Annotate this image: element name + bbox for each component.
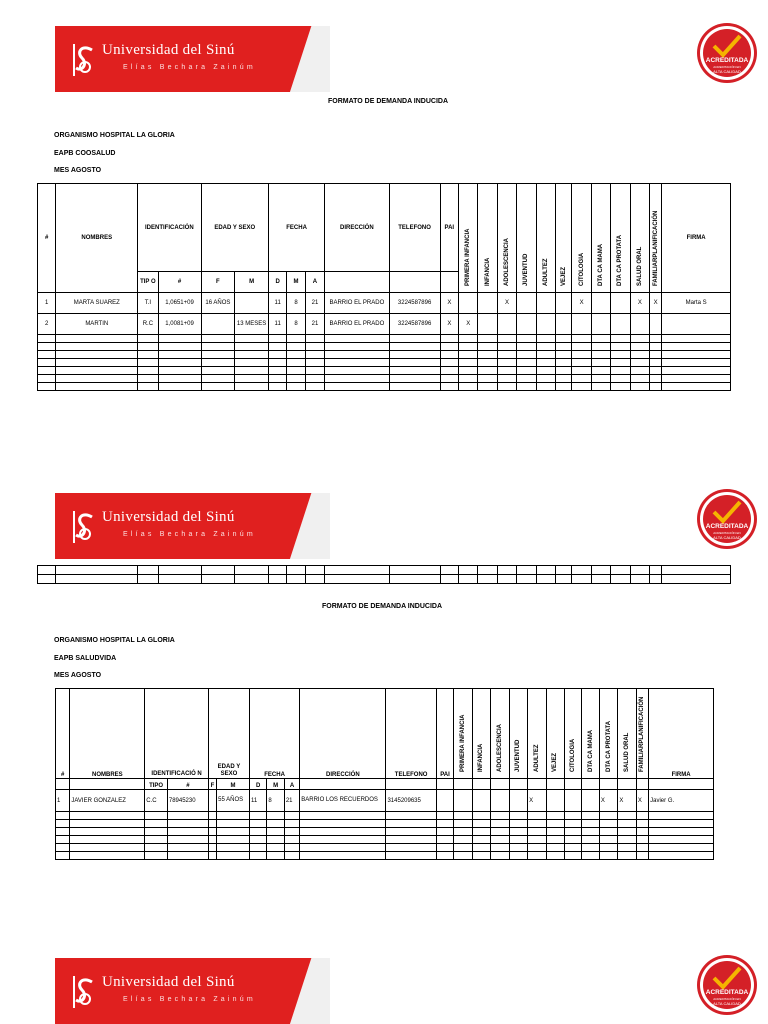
header-identificacion: IDENTIFICACIÓN bbox=[138, 184, 201, 272]
empty-row bbox=[56, 812, 714, 820]
row-tipo: T.I bbox=[138, 293, 158, 314]
subheader-m: M bbox=[235, 272, 269, 293]
header-salud-oral: SALUD ORAL bbox=[636, 246, 643, 286]
form1-org: ORGANISMO HOSPITAL LA GLORIA bbox=[54, 132, 175, 139]
university-subtitle: Elías Bechara Zainúm bbox=[123, 996, 256, 1003]
row-citologia: X bbox=[572, 293, 591, 314]
university-name: Universidad del Sinú bbox=[102, 509, 235, 525]
accreditation-seal-icon bbox=[696, 488, 758, 550]
row-dta-ca-mama bbox=[582, 790, 599, 812]
form1-table-continuation bbox=[37, 565, 731, 584]
row-nombre: MARTA SUAREZ bbox=[56, 293, 138, 314]
row-dia: 11 bbox=[268, 314, 286, 335]
empty-row bbox=[38, 343, 731, 351]
empty-row bbox=[38, 367, 731, 375]
university-banner bbox=[55, 26, 330, 92]
empty-row bbox=[38, 335, 731, 343]
table-row bbox=[38, 314, 731, 335]
subheader-id-num: # bbox=[158, 272, 201, 293]
university-name: Universidad del Sinú bbox=[102, 42, 235, 58]
row-juventud bbox=[517, 293, 536, 314]
empty-row bbox=[38, 566, 731, 575]
row-id: 1,0081+09 bbox=[158, 314, 201, 335]
form2-title: FORMATO DE DEMANDA INDUCIDA bbox=[322, 603, 443, 610]
header-adolescencia: ADOLESCENCIA bbox=[504, 237, 511, 286]
row-telefono: 3224587896 bbox=[389, 293, 440, 314]
header-vejez: VEJEZ bbox=[560, 266, 567, 286]
form2-table bbox=[55, 688, 714, 860]
form1-table bbox=[37, 183, 731, 391]
row-firma: Marta S bbox=[662, 293, 731, 314]
seal-line2: ACREDITACIÓN EN bbox=[713, 65, 741, 69]
university-crest-icon bbox=[68, 40, 98, 80]
header-firma: FIRMA bbox=[649, 689, 714, 779]
empty-row bbox=[56, 828, 714, 836]
header-planificacion: FAMILIARPLANIFICACIÓN bbox=[639, 696, 646, 772]
subheader-a: A bbox=[305, 272, 324, 293]
table-row bbox=[38, 293, 731, 314]
row-dta-ca-protata bbox=[611, 293, 630, 314]
row-edad-m bbox=[208, 790, 216, 812]
row-planificacion bbox=[650, 314, 662, 335]
header-direccion: DIRECCIÓN bbox=[300, 689, 386, 779]
row-juventud bbox=[509, 790, 527, 812]
row-citologia bbox=[565, 790, 582, 812]
subheader-a: A bbox=[284, 779, 299, 790]
header-primera-infancia: PRIMERA INFANCIA bbox=[459, 714, 466, 772]
row-edad-m bbox=[235, 293, 269, 314]
row-vejez bbox=[556, 293, 572, 314]
form2-mes: MES AGOSTO bbox=[54, 672, 102, 679]
row-salud-oral: X bbox=[618, 790, 636, 812]
row-primera-infancia bbox=[459, 293, 478, 314]
header-dta-ca-mama: DTA CA MAMA bbox=[598, 243, 605, 286]
row-dta-ca-mama bbox=[591, 293, 610, 314]
row-salud-oral: X bbox=[630, 293, 649, 314]
subheader-tipo: TIP O bbox=[138, 272, 158, 293]
row-num: 1 bbox=[56, 790, 70, 812]
university-subtitle: Elías Bechara Zainúm bbox=[123, 531, 256, 538]
form1-eapb: EAPB COOSALUD bbox=[54, 150, 116, 157]
form2-eapb: EAPB SALUDVIDA bbox=[54, 655, 117, 662]
row-firma bbox=[662, 314, 731, 335]
seal-line2: ACREDITACIÓN EN bbox=[713, 531, 741, 535]
header-juventud: JUVENTUD bbox=[523, 253, 530, 286]
empty-row bbox=[38, 359, 731, 367]
header-adultez: ADULTEZ bbox=[542, 258, 549, 286]
subheader-mes: M bbox=[287, 272, 305, 293]
university-subtitle: Elías Bechara Zainúm bbox=[123, 64, 256, 71]
row-nombre: JAVIER GONZALEZ bbox=[70, 790, 145, 812]
empty-row bbox=[38, 575, 731, 584]
header-telefono: TELEFONO bbox=[389, 184, 440, 272]
subheader-id-num: # bbox=[167, 779, 208, 790]
accreditation-seal-icon bbox=[696, 954, 758, 1016]
header-fecha: FECHA bbox=[249, 689, 299, 779]
row-anio: 21 bbox=[305, 314, 324, 335]
empty-row bbox=[56, 820, 714, 828]
row-num: 1 bbox=[38, 293, 56, 314]
seal-line3: ALTA CALIDAD bbox=[713, 69, 741, 74]
empty-row bbox=[38, 383, 731, 391]
header-salud-oral: SALUD ORAL bbox=[624, 732, 631, 772]
header-citologia: CITOLOGIA bbox=[578, 252, 585, 286]
row-pai bbox=[436, 790, 453, 812]
header-citologia: CITOLOGIA bbox=[570, 738, 577, 772]
row-infancia bbox=[478, 314, 497, 335]
empty-row bbox=[56, 836, 714, 844]
row-adultez bbox=[536, 293, 555, 314]
row-edad-f: 16 AÑOS bbox=[201, 293, 235, 314]
header-identificacion: IDENTIFICACIÓ N bbox=[145, 689, 209, 779]
header-vejez: VEJEZ bbox=[552, 752, 559, 772]
row-dta-ca-protata: X bbox=[599, 790, 617, 812]
empty-row bbox=[38, 351, 731, 359]
row-edad-m: 13 MESES bbox=[235, 314, 269, 335]
row-direccion: BARRIO LOS RECUERDOS bbox=[300, 790, 386, 812]
row-adolescencia: X bbox=[497, 293, 516, 314]
row-id: 78945230 bbox=[167, 790, 208, 812]
row-tipo: C.C bbox=[145, 790, 168, 812]
row-infancia bbox=[472, 790, 490, 812]
header-planificacion: FAMILIARPLANIFICACIÓN bbox=[652, 210, 659, 286]
accreditation-seal-icon bbox=[696, 22, 758, 84]
header-adultez: ADULTEZ bbox=[533, 744, 540, 772]
header-edad-sexo: EDAD Y SEXO bbox=[201, 184, 268, 272]
row-primera-infancia bbox=[454, 790, 472, 812]
subheader-tipo: TIPO bbox=[145, 779, 168, 790]
header-telefono: TELEFONO bbox=[386, 689, 436, 779]
subheader-m: M bbox=[217, 779, 250, 790]
university-name: Universidad del Sinú bbox=[102, 974, 235, 990]
header-num: # bbox=[38, 184, 56, 293]
row-vejez bbox=[556, 314, 572, 335]
row-firma: Javier G. bbox=[649, 790, 714, 812]
row-telefono: 3145209635 bbox=[386, 790, 436, 812]
row-pai: X bbox=[440, 314, 458, 335]
seal-line3: ALTA CALIDAD bbox=[713, 1001, 741, 1006]
row-anio: 21 bbox=[305, 293, 324, 314]
seal-line2: ACREDITACIÓN EN bbox=[713, 997, 741, 1001]
header-pai: PAI bbox=[436, 689, 453, 779]
row-anio: 21 bbox=[284, 790, 299, 812]
row-dta-ca-protata bbox=[611, 314, 630, 335]
empty-row bbox=[56, 852, 714, 860]
row-edad-f bbox=[201, 314, 235, 335]
empty-row bbox=[56, 844, 714, 852]
row-planificacion: X bbox=[636, 790, 648, 812]
seal-label: ACREDITADA bbox=[705, 989, 749, 996]
header-nombres: NOMBRES bbox=[70, 689, 145, 779]
row-planificacion: X bbox=[650, 293, 662, 314]
row-adultez: X bbox=[528, 790, 546, 812]
row-adolescencia bbox=[497, 314, 516, 335]
row-direccion: BARRIO EL PRADO bbox=[325, 293, 389, 314]
form2-org: ORGANISMO HOSPITAL LA GLORIA bbox=[54, 637, 175, 644]
row-mes: 8 bbox=[287, 293, 305, 314]
header-direccion: DIRECCIÓN bbox=[325, 184, 389, 272]
header-num: # bbox=[56, 689, 70, 779]
seal-label: ACREDITADA bbox=[705, 523, 749, 530]
row-dia: 11 bbox=[249, 790, 266, 812]
form1-mes: MES AGOSTO bbox=[54, 167, 102, 174]
subheader-f: F bbox=[208, 779, 216, 790]
header-primera-infancia: PRIMERA INFANCIA bbox=[465, 228, 472, 286]
row-dta-ca-mama bbox=[591, 314, 610, 335]
form1-title: FORMATO DE DEMANDA INDUCIDA bbox=[328, 98, 449, 105]
header-nombres: NOMBRES bbox=[56, 184, 138, 293]
header-adolescencia: ADOLESCENCIA bbox=[496, 723, 503, 772]
header-dta-ca-protata: DTA CA PROTATA bbox=[605, 720, 612, 772]
row-vejez bbox=[546, 790, 564, 812]
row-juventud bbox=[517, 314, 536, 335]
header-dta-ca-protata: DTA CA PROTATA bbox=[617, 234, 624, 286]
subheader-f: F bbox=[201, 272, 235, 293]
header-infancia: INFANCIA bbox=[478, 743, 485, 772]
row-citologia bbox=[572, 314, 591, 335]
header-dta-ca-mama: DTA CA MAMA bbox=[587, 729, 594, 772]
row-primera-infancia: X bbox=[459, 314, 478, 335]
row-direccion: BARRIO EL PRADO bbox=[325, 314, 389, 335]
header-juventud: JUVENTUD bbox=[515, 739, 522, 772]
header-edad-sexo: EDAD Y SEXO bbox=[208, 689, 249, 779]
row-telefono: 3224587896 bbox=[389, 314, 440, 335]
row-dia: 11 bbox=[268, 293, 286, 314]
empty-row bbox=[38, 375, 731, 383]
row-adolescencia bbox=[491, 790, 509, 812]
university-crest-icon bbox=[68, 507, 98, 547]
header-fecha: FECHA bbox=[268, 184, 324, 272]
university-crest-icon bbox=[68, 972, 98, 1012]
row-adultez bbox=[536, 314, 555, 335]
row-mes: 8 bbox=[287, 314, 305, 335]
header-infancia: INFANCIA bbox=[484, 257, 491, 286]
row-id: 1,0651+09 bbox=[158, 293, 201, 314]
subheader-mes: M bbox=[267, 779, 284, 790]
row-pai: X bbox=[440, 293, 458, 314]
row-nombre: MARTIN bbox=[56, 314, 138, 335]
row-infancia bbox=[478, 293, 497, 314]
row-salud-oral bbox=[630, 314, 649, 335]
subheader-d: D bbox=[268, 272, 286, 293]
table-row bbox=[56, 790, 714, 812]
header-firma: FIRMA bbox=[662, 184, 731, 293]
row-edad-f: 55 AÑOS bbox=[217, 790, 250, 812]
university-banner bbox=[55, 958, 330, 1024]
seal-line3: ALTA CALIDAD bbox=[713, 535, 741, 540]
row-tipo: R.C bbox=[138, 314, 158, 335]
seal-label: ACREDITADA bbox=[705, 57, 749, 64]
subheader-d: D bbox=[249, 779, 266, 790]
header-pai: PAI bbox=[440, 184, 458, 272]
row-mes: 8 bbox=[267, 790, 284, 812]
university-banner bbox=[55, 493, 330, 559]
row-num: 2 bbox=[38, 314, 56, 335]
